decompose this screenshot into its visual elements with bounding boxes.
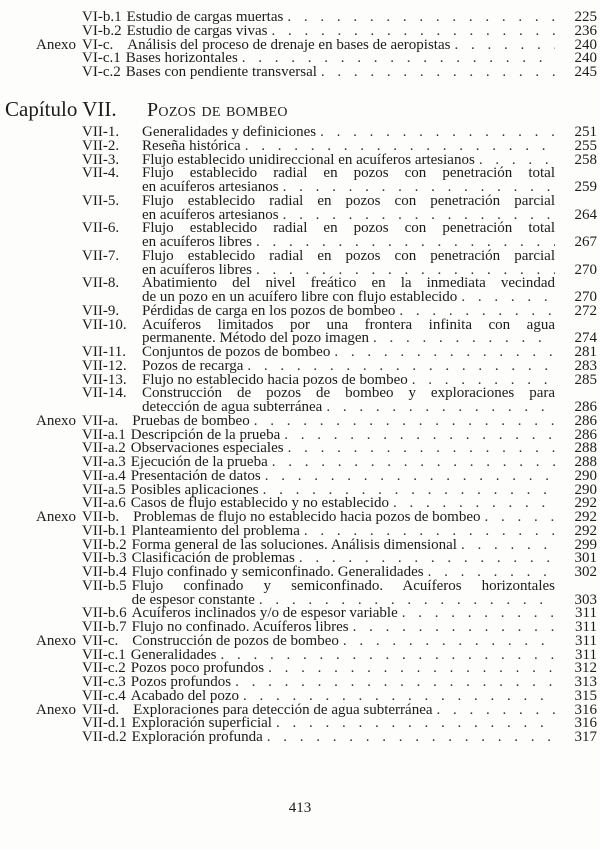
toc-entry[interactable] bbox=[0, 247, 600, 278]
page-ref: 272 bbox=[574, 302, 597, 319]
page-ref: 288 bbox=[574, 454, 597, 470]
title-text: de un pozo en un acuífero libre con flujo establecido bbox=[142, 289, 458, 305]
title-text: Posibles aplicaciones bbox=[130, 481, 259, 498]
title-text: Exploraciones para detección de agua subterránea bbox=[133, 701, 433, 718]
section-code: VII-c.2 bbox=[82, 660, 126, 677]
section-code: VII-b.3 bbox=[82, 550, 127, 567]
section-title bbox=[142, 192, 600, 223]
dot-leader bbox=[272, 456, 555, 470]
title-line: Flujo establecido radial en pozos con penetración parcial bbox=[142, 192, 555, 209]
dot-leader bbox=[484, 511, 555, 525]
dot-leader bbox=[353, 621, 555, 635]
section-code: VII-4. bbox=[82, 165, 120, 182]
dot-leader bbox=[268, 662, 555, 676]
section-code: VII-13. bbox=[82, 371, 127, 388]
section-code: VII-a.3 bbox=[82, 454, 126, 470]
section-code: VII-6. bbox=[82, 220, 120, 237]
title-text: Clasificación de problemas bbox=[131, 550, 295, 567]
page-ref: 264 bbox=[574, 206, 597, 223]
toc-entry[interactable] bbox=[0, 731, 600, 745]
page-ref: 292 bbox=[574, 495, 597, 512]
title-text: Estudio de cargas vivas bbox=[126, 22, 268, 39]
title-text: permanente. Método del pozo imagen bbox=[142, 330, 370, 347]
title-text: Pérdidas de carga en los pozos de bombeo bbox=[142, 302, 396, 319]
title-line: Flujo establecido radial en pozos con penetración parcial bbox=[142, 247, 555, 264]
toc-entry[interactable] bbox=[0, 277, 600, 305]
dot-leader bbox=[254, 415, 555, 429]
page-ref: 286 bbox=[574, 426, 597, 443]
section-code: VII-d. bbox=[82, 701, 120, 718]
page-ref: 290 bbox=[574, 481, 597, 498]
title-text: Exploración profunda bbox=[131, 729, 263, 745]
page-ref: 281 bbox=[574, 344, 597, 360]
dot-leader bbox=[343, 635, 555, 649]
title-text: Pozos profundos bbox=[130, 674, 232, 690]
title-text: Flujo confinado y semiconfinado. Generalidades bbox=[131, 564, 424, 580]
page-ref: 255 bbox=[574, 137, 597, 154]
section-title bbox=[142, 277, 600, 305]
title-text: Generalidades y definiciones bbox=[142, 124, 317, 140]
title-text: Planteamiento del problema bbox=[131, 522, 300, 539]
chapter-title: Pozos de bombeo bbox=[147, 99, 288, 121]
page-ref: 240 bbox=[574, 50, 597, 67]
title-text: Bases horizontales bbox=[125, 50, 238, 67]
section-code: VII-11. bbox=[82, 344, 127, 360]
dot-leader bbox=[235, 676, 555, 690]
dot-leader bbox=[326, 401, 555, 415]
page-ref: 313 bbox=[574, 674, 597, 690]
title-line: Flujo establecido radial en pozos con penetración total bbox=[142, 220, 555, 237]
page-ref: 315 bbox=[574, 687, 597, 704]
page-ref: 274 bbox=[574, 330, 597, 347]
title-text: Casos de flujo establecido y no establecido bbox=[130, 495, 390, 512]
section-code: VII-a. bbox=[82, 412, 119, 429]
section-code: VII-3. bbox=[82, 151, 120, 168]
title-text: Descripción de la prueba bbox=[130, 426, 281, 443]
toc-top-section bbox=[0, 11, 600, 80]
page-ref: 286 bbox=[574, 412, 597, 429]
dot-leader bbox=[287, 11, 555, 25]
section-code: VII-c. bbox=[82, 632, 119, 649]
section-code: VII-b.4 bbox=[82, 564, 127, 580]
section-code: VII-8. bbox=[82, 275, 120, 292]
title-text: Generalidades bbox=[130, 646, 217, 663]
section-code: VII-d.2 bbox=[82, 729, 127, 745]
title-text: Flujo no confinado. Acuíferos libres bbox=[131, 619, 349, 635]
toc-entry[interactable] bbox=[0, 316, 600, 347]
page-ref: 270 bbox=[574, 289, 597, 305]
page-ref: 301 bbox=[574, 550, 597, 567]
section-code: VII-7. bbox=[82, 247, 120, 264]
page-ref: 236 bbox=[574, 22, 597, 39]
section-code: VII-9. bbox=[82, 302, 120, 319]
title-text: Observaciones especiales bbox=[130, 440, 284, 457]
anexo-label: Anexo bbox=[36, 509, 76, 525]
section-code: VII-c.1 bbox=[82, 646, 126, 663]
page-ref: 225 bbox=[574, 9, 597, 25]
section-code: VII-5. bbox=[82, 192, 120, 209]
section-code: VII-1. bbox=[82, 124, 120, 140]
page-ref: 311 bbox=[575, 605, 597, 622]
page-ref: 311 bbox=[575, 619, 597, 635]
title-line: Construcción de pozos de bombeo y exploraciones para bbox=[142, 385, 555, 402]
dot-leader bbox=[373, 332, 555, 346]
title-text: Flujo no establecido hacia pozos de bombeo bbox=[142, 371, 408, 388]
page-ref: 299 bbox=[574, 536, 597, 553]
dot-leader bbox=[276, 717, 555, 731]
dot-leader bbox=[461, 291, 555, 305]
page-ref: 303 bbox=[574, 591, 597, 608]
toc-entry[interactable] bbox=[0, 222, 600, 250]
title-text: Ejecución de la prueba bbox=[130, 454, 268, 470]
title-line bbox=[132, 731, 600, 745]
anexo-label: Anexo bbox=[36, 701, 76, 718]
section-code: VII-a.4 bbox=[82, 467, 126, 484]
title-text: Pozos poco profundos bbox=[130, 660, 265, 677]
title-text: Flujo establecido unidireccional en acuíferos artesianos bbox=[142, 151, 475, 168]
title-line: Flujo confinado y semiconfinado. Acuíferos horizontales bbox=[131, 577, 555, 594]
title-text: detección de agua subterránea bbox=[142, 399, 323, 415]
section-title bbox=[126, 66, 600, 80]
page-ref: 267 bbox=[574, 234, 597, 250]
title-text: Construcción de pozos de bombeo bbox=[132, 632, 339, 649]
title-text: en acuíferos artesianos bbox=[142, 206, 279, 223]
page-ref: 288 bbox=[574, 440, 597, 457]
anexo-label: Anexo bbox=[36, 412, 76, 429]
dot-leader bbox=[402, 607, 555, 621]
dot-leader bbox=[321, 66, 555, 80]
title-text: Problemas de flujo no establecido hacia pozos de bombeo bbox=[133, 509, 481, 525]
page-ref: 316 bbox=[574, 701, 597, 718]
section-code: VII-10. bbox=[82, 316, 127, 333]
dot-leader bbox=[334, 346, 555, 360]
page-ref: 316 bbox=[574, 715, 597, 732]
page-ref: 311 bbox=[575, 646, 597, 663]
dot-leader bbox=[437, 704, 555, 718]
title-text: Presentación de datos bbox=[130, 467, 261, 484]
title-text: en acuíferos libres bbox=[142, 261, 252, 278]
section-code: VI-b.1 bbox=[82, 9, 122, 25]
page-ref: 286 bbox=[574, 399, 597, 415]
title-line: Flujo establecido radial en pozos con penetración total bbox=[142, 165, 555, 182]
section-title bbox=[142, 167, 600, 195]
page-ref: 251 bbox=[574, 124, 597, 140]
title-text: Pozos de recarga bbox=[142, 357, 244, 374]
section-code: VII-12. bbox=[82, 357, 127, 374]
dot-leader bbox=[288, 442, 555, 456]
title-text: Estudio de cargas muertas bbox=[126, 9, 284, 25]
section-title bbox=[131, 577, 600, 608]
page-ref: 240 bbox=[574, 36, 597, 53]
section-code: VII-c.3 bbox=[82, 674, 126, 690]
dot-leader bbox=[461, 539, 555, 553]
toc-chapter-section bbox=[0, 126, 600, 745]
section-code: VII-b.1 bbox=[82, 522, 127, 539]
section-title bbox=[132, 731, 600, 745]
section-title bbox=[142, 222, 600, 250]
toc-entry[interactable] bbox=[0, 387, 600, 415]
page-ref: 317 bbox=[574, 729, 597, 745]
section-code: VII-a.6 bbox=[82, 495, 126, 512]
title-text: Reseña histórica bbox=[142, 137, 241, 154]
page-ref: 245 bbox=[574, 64, 597, 80]
title-text: en acuíferos artesianos bbox=[142, 179, 279, 195]
section-code: VI-c.2 bbox=[82, 64, 121, 80]
page-ref: 312 bbox=[574, 660, 597, 677]
title-text: Pruebas de bombeo bbox=[132, 412, 250, 429]
title-line bbox=[126, 66, 600, 80]
page-ref: 292 bbox=[574, 522, 597, 539]
page-ref: 258 bbox=[574, 151, 597, 168]
page-ref: 311 bbox=[575, 632, 597, 649]
toc-entry[interactable] bbox=[0, 192, 600, 223]
chapter-label: Capítulo VII. bbox=[5, 97, 117, 121]
section-code: VII-d.1 bbox=[82, 715, 127, 732]
dot-leader bbox=[454, 39, 555, 53]
page-ref: 283 bbox=[574, 357, 597, 374]
section-code: VII-a.2 bbox=[82, 440, 126, 457]
section-code: VII-b.2 bbox=[82, 536, 127, 553]
section-code: VII-b.5 bbox=[82, 577, 127, 594]
title-text: Análisis del proceso de drenaje en bases de aeropistas bbox=[127, 36, 451, 53]
anexo-label: Anexo bbox=[36, 36, 76, 53]
section-code: VII-2. bbox=[82, 137, 120, 154]
title-text: Conjuntos de pozos de bombeo bbox=[142, 344, 331, 360]
anexo-label: Anexo bbox=[36, 632, 76, 649]
section-title bbox=[142, 316, 600, 347]
page-ref: 290 bbox=[574, 467, 597, 484]
section-code: VI-b.2 bbox=[82, 22, 122, 39]
title-text: Exploración superficial bbox=[131, 715, 272, 732]
section-code: VI-c.1 bbox=[82, 50, 121, 67]
title-text: Forma general de las soluciones. Análisis dimensional bbox=[131, 536, 457, 553]
dot-leader bbox=[267, 731, 555, 745]
toc-entry[interactable] bbox=[0, 167, 600, 195]
chapter-heading bbox=[5, 97, 288, 122]
title-text: Acabado del pozo bbox=[130, 687, 240, 704]
section-code: VII-14. bbox=[82, 385, 127, 402]
page-ref: 270 bbox=[574, 261, 597, 278]
section-title bbox=[142, 247, 600, 278]
page-number: 413 bbox=[288, 800, 312, 816]
toc-entry[interactable] bbox=[0, 66, 600, 80]
section-code: VII-b.6 bbox=[82, 605, 127, 622]
title-text: Bases con pendiente transversal bbox=[125, 64, 317, 80]
title-line: Abatimiento del nivel freático en la inmediata vecindad bbox=[142, 275, 555, 292]
title-text: Acuíferos inclinados y/o de espesor variable bbox=[131, 605, 398, 622]
page-ref: 285 bbox=[574, 371, 597, 388]
section-code: VI-c. bbox=[82, 36, 114, 53]
section-code: VII-b.7 bbox=[82, 619, 127, 635]
section-code: VII-a.1 bbox=[82, 426, 126, 443]
toc-entry[interactable] bbox=[0, 577, 600, 608]
section-code: VII-b. bbox=[82, 509, 120, 525]
title-text: de espesor constante bbox=[131, 591, 255, 608]
title-text: en acuíferos libres bbox=[142, 234, 252, 250]
section-code: VII-c.4 bbox=[82, 687, 126, 704]
dot-leader bbox=[320, 126, 555, 140]
page-ref: 292 bbox=[574, 509, 597, 525]
page-ref: 302 bbox=[574, 564, 597, 580]
section-code: VII-a.5 bbox=[82, 481, 126, 498]
title-line: Acuíferos limitados por una frontera infinita con agua bbox=[142, 316, 555, 333]
dot-leader bbox=[284, 429, 555, 443]
dot-leader bbox=[221, 649, 555, 663]
page-ref: 259 bbox=[574, 179, 597, 195]
dot-leader bbox=[265, 470, 555, 484]
section-title bbox=[142, 387, 600, 415]
